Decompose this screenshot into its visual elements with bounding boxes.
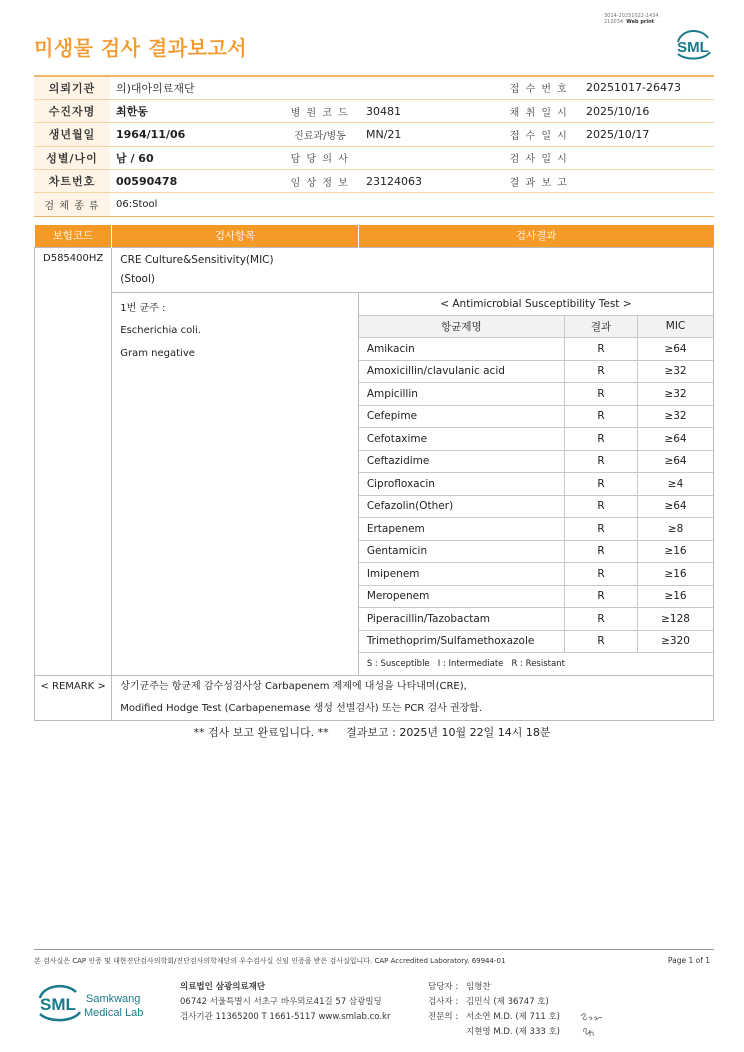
ast-col-drug: 항균제명 [359,315,565,338]
footer-logo-abbr: SML [40,995,76,1014]
ast-result: R [564,450,637,473]
ast-row [359,473,713,496]
birth-value: 1964/11/06 [110,123,280,146]
req-inst-value: 의)대아의료재단 [110,76,498,99]
ast-col-result: 결과 [564,315,637,338]
ast-row [359,608,713,631]
hosp-code-value: 30481 [360,99,498,122]
ast-drug: Cefazolin(Other) [359,495,565,518]
ast-mic: ≥64 [638,495,713,518]
sml-logo-text: SML [677,39,709,56]
ast-drug: Cefepime [359,405,565,428]
remark-label: < REMARK > [35,676,112,721]
ast-mic: ≥8 [638,518,713,541]
organism-row [35,292,714,676]
ast-mic: ≥16 [638,585,713,608]
info-row [34,99,714,122]
inst-addr: 06742 서울특별시 서초구 바우뫼로41길 57 삼광빌딩 [180,997,382,1007]
page-number: Page 1 of 1 [667,956,710,965]
document-code-line1: 3014-20251022-1434 [604,13,659,19]
ast-drug: Ceftazidime [359,450,565,473]
inst-contact: 검사기관 11365200 T 1661-5117 www.smlab.co.kr [180,1012,391,1022]
ast-mic: ≥64 [638,450,713,473]
clinical-value: 23124063 [360,170,498,193]
result-header [35,225,714,247]
staff-manager-label: 담당자 : [428,982,459,992]
remark-row [35,676,714,721]
ast-drug: Gentamicin [359,540,565,563]
web-print-label: Web print [626,19,655,25]
staff-spec1: 서소연 M.D. (제 711 호) [466,1012,561,1022]
inst-name: 의료법인 삼광의료재단 [180,982,266,992]
ast-col-mic: MIC [638,315,713,338]
document-code [604,13,659,25]
ast-drug: Ampicillin [359,383,565,406]
req-inst-label: 의뢰기관 [34,76,110,99]
recv-no-label: 접 수 번 호 [498,76,580,99]
ast-mic: ≥320 [638,630,713,653]
ast-title: < Antimicrobial Susceptibility Test > [359,293,713,316]
staff-info [428,980,560,1040]
signature-icon [578,1010,608,1044]
recv-no-value: 20251017-26473 [580,76,714,99]
ast-drug: Amoxicillin/clavulanic acid [359,360,565,383]
remark-text [112,676,714,721]
ast-result: R [564,630,637,653]
samkwang-logo [36,980,156,1028]
test-date-value [580,146,714,169]
ast-drug: Amikacin [359,338,565,361]
ast-row [359,428,713,451]
info-row [34,170,714,193]
ast-mic: ≥32 [638,360,713,383]
ast-row [359,338,713,361]
remark-line2: Modified Hodge Test (Carbapenemase 생성 선별검사) 또는 PCR 검사 권장함. [120,703,483,714]
hosp-code-label: 병 원 코 드 [280,99,360,122]
ast-row [359,518,713,541]
ast-drug: Ciprofloxacin [359,473,565,496]
ast-mic: ≥32 [638,405,713,428]
report-label: 결 과 보 고 [498,170,580,193]
ast-legend: S : Susceptible I : Intermediate R : Resistant [366,659,565,669]
ast-result: R [564,540,637,563]
ast-drug: Trimethoprim/Sulfamethoxazole [359,630,565,653]
ast-drug: Meropenem [359,585,565,608]
chart-label: 차트번호 [34,170,110,193]
gram-stain: Gram negative [120,347,195,359]
cert-note: 본 검사실은 CAP 인증 및 대한진단검사의학회/진단검사의학재단의 우수검사실 신임 인증을 받은 검사실입니다. CAP Accredited Laboratory. 69944-01 [34,957,506,965]
ast-legend-row [359,653,713,676]
staff-spec-label: 전문의 : [428,1012,459,1022]
birth-label: 생년월일 [34,123,110,146]
remark-line1: 상기균주는 항균제 감수성검사상 Carbapenem 제제에 내성을 나타내며(CRE), [120,681,467,692]
test-row [35,247,714,292]
collect-date-label: 채 취 일 시 [498,99,580,122]
ast-row [359,383,713,406]
organism-no: 1번 균주 : [120,302,166,314]
dept-value: MN/21 [360,123,498,146]
test-date-label: 검 사 일 시 [498,146,580,169]
specimen-value: 06:Stool [110,193,714,216]
footer-logo-name2: Medical Lab [84,1007,144,1019]
result-table [34,225,714,721]
collect-date-value: 2025/10/16 [580,99,714,122]
info-row [34,193,714,216]
doctor-value [360,146,498,169]
recv-date-label: 접 수 일 시 [498,123,580,146]
organism-cell [112,292,359,676]
ast-drug: Piperacillin/Tazobactam [359,608,565,631]
staff-spec2: 지현영 M.D. (제 333 호) [466,1027,561,1037]
ast-header-row [359,315,713,338]
ast-result: R [564,473,637,496]
ast-mic: ≥16 [638,540,713,563]
doctor-label: 담 당 의 사 [280,146,360,169]
dept-label: 진료과/병동 [280,123,360,146]
ast-mic: ≥64 [638,428,713,451]
test-name: CRE Culture&Sensitivity(MIC) [120,253,274,266]
ast-title-row [359,293,713,316]
col-insurance: 보험코드 [35,225,112,247]
ins-code: D585400HZ [35,247,112,676]
ast-result: R [564,428,637,451]
ast-cell [358,292,713,676]
ast-result: R [564,608,637,631]
ast-table [359,293,713,676]
ast-row [359,563,713,586]
ast-result: R [564,383,637,406]
clinical-label: 임 상 정 보 [280,170,360,193]
test-specimen: (Stool) [120,272,155,285]
ast-result: R [564,405,637,428]
ast-row [359,495,713,518]
specimen-label: 검 체 종 류 [34,193,110,216]
ast-row [359,360,713,383]
chart-value: 00590478 [110,170,280,193]
recv-date-value: 2025/10/17 [580,123,714,146]
document-code-line2: 210034 [604,19,624,25]
ast-mic: ≥4 [638,473,713,496]
footer-divider [34,949,714,950]
ast-result: R [564,338,637,361]
ast-row [359,630,713,653]
ast-mic: ≥128 [638,608,713,631]
ast-mic: ≥32 [638,383,713,406]
completion-note: ** 검사 보고 완료입니다. ** 결과보고 : 2025년 10월 22일 14시 18분 [193,726,551,739]
col-item: 검사항목 [112,225,359,247]
staff-tester-label: 검사자 : [428,997,459,1007]
patient-value: 최한동 [110,99,280,122]
ast-mic: ≥16 [638,563,713,586]
samkwang-logo-icon [36,980,156,1028]
ast-row [359,450,713,473]
sex-age-label: 성별/나이 [34,146,110,169]
test-name-cell [112,247,714,292]
sex-age-value: 남 / 60 [110,146,280,169]
ast-result: R [564,360,637,383]
info-row [34,146,714,169]
ast-result: R [564,585,637,608]
ast-result: R [564,495,637,518]
ast-drug: Ertapenem [359,518,565,541]
staff-tester: 김민식 (제 36747 호) [466,997,549,1007]
ast-mic: ≥64 [638,338,713,361]
ast-result: R [564,563,637,586]
ast-drug: Cefotaxime [359,428,565,451]
sml-logo-icon [672,26,714,62]
ast-result: R [564,518,637,541]
ast-row [359,405,713,428]
info-row [34,76,714,99]
staff-manager: 임형찬 [466,982,491,992]
footer-logo-name1: Samkwang [86,993,141,1005]
ast-row [359,585,713,608]
ast-row [359,540,713,563]
col-result: 검사결과 [358,225,713,247]
patient-label: 수진자명 [34,99,110,122]
organism-name: Escherichia coli. [120,325,201,336]
ast-drug: Imipenem [359,563,565,586]
report-value [580,170,714,193]
page-title: 미생물 검사 결과보고서 [34,36,248,60]
institution-info [180,980,390,1025]
info-row [34,123,714,146]
patient-info-table [34,75,714,217]
